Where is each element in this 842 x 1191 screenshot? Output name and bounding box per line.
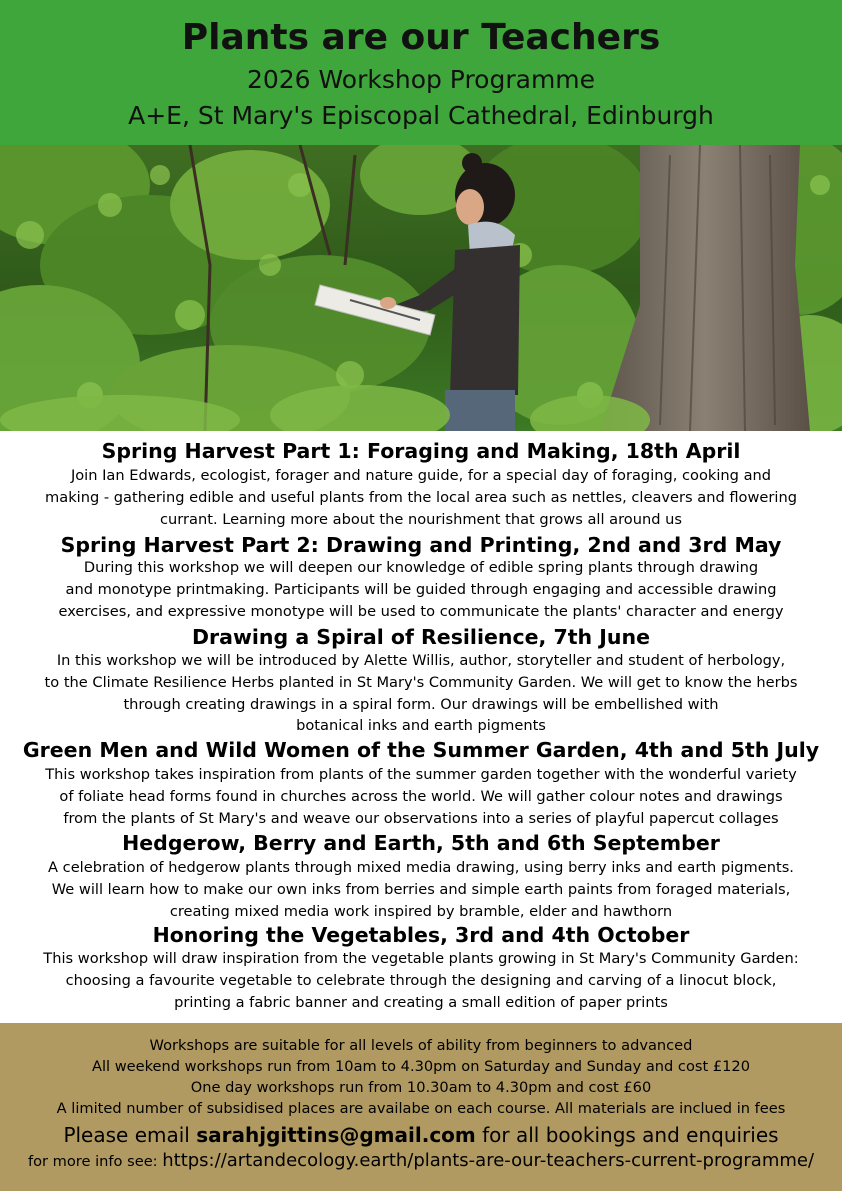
workshop-4-line: This workshop takes inspiration from plants of the summer garden together with the wonderful variety: [45, 766, 797, 783]
venue-line: A+E, St Mary's Episcopal Cathedral, Edinburgh: [128, 101, 714, 130]
workshop-6-line: choosing a favourite vegetable to celebrate through the designing and carving of a linocut block,: [65, 972, 777, 989]
workshop-1-line: currant. Learning more about the nourishment that grows all around us: [160, 511, 682, 528]
workshop-2-line: exercises, and expressive monotype will be used to communicate the plants' character and energy: [58, 603, 784, 620]
footer-line: Workshops are suitable for all levels of ability from beginners to advanced: [149, 1037, 693, 1054]
workshop-5-title: Hedgerow, Berry and Earth, 5th and 6th September: [122, 831, 720, 855]
footer-line: One day workshops run from 10.30am to 4.30pm and cost £60: [190, 1079, 652, 1096]
workshop-1-title: Spring Harvest Part 1: Foraging and Making, 18th April: [101, 439, 741, 463]
footer-line: All weekend workshops run from 10am to 4.30pm on Saturday and Sunday and cost £120: [91, 1058, 750, 1075]
header-banner: [0, 0, 842, 145]
email-suffix: for all bookings and enquiries: [482, 1123, 779, 1147]
more-info-line: [0, 1148, 842, 1175]
workshop-1-line: making - gathering edible and useful plants from the local area such as nettles, cleavers and flowering: [45, 489, 797, 506]
workshop-1-line: Join Ian Edwards, ecologist, forager and nature guide, for a special day of foraging, cooking and: [70, 467, 772, 484]
workshop-6-title: Honoring the Vegetables, 3rd and 4th October: [152, 923, 690, 947]
photo-woman-drawing-in-woodland: [0, 145, 842, 431]
workshop-5-line: A celebration of hedgerow plants through mixed media drawing, using berry inks and earth pigments.: [48, 859, 794, 876]
workshop-3-line: botanical inks and earth pigments: [296, 717, 546, 734]
email-link[interactable]: sarahjgittins@gmail.com: [196, 1123, 476, 1147]
workshop-2-line: and monotype printmaking. Participants will be guided through engaging and accessible drawing: [65, 581, 777, 598]
workshop-6-line: printing a fabric banner and creating a small edition of paper prints: [174, 994, 668, 1011]
workshop-4-title: Green Men and Wild Women of the Summer Garden, 4th and 5th July: [22, 738, 820, 762]
email-line: [0, 1121, 842, 1149]
workshop-3-line: through creating drawings in a spiral form. Our drawings will be embellished with: [123, 696, 719, 713]
footer-info: [0, 1023, 842, 1191]
workshop-3-line: to the Climate Resilience Herbs planted in St Mary's Community Garden. We will get to know the herbs: [44, 674, 798, 691]
workshop-2-line: During this workshop we will deepen our knowledge of edible spring plants through drawing: [83, 559, 759, 576]
workshop-3-line: In this workshop we will be introduced by Alette Willis, author, storyteller and student of herbology,: [56, 652, 786, 669]
workshop-2-title: Spring Harvest Part 2: Drawing and Printing, 2nd and 3rd May: [60, 533, 782, 557]
more-info-prefix: for more info see:: [27, 1153, 158, 1170]
workshop-5-line: creating mixed media work inspired by bramble, elder and hawthorn: [169, 903, 673, 920]
programme-subtitle: 2026 Workshop Programme: [246, 65, 596, 94]
website-link[interactable]: https://artandecology.earth/plants-are-our-teachers-current-programme/: [162, 1150, 815, 1171]
page-title: Plants are our Teachers: [181, 17, 661, 58]
workshop-programme: [0, 431, 842, 1023]
workshop-5-line: We will learn how to make our own inks from berries and simple earth paints from foraged materials,: [51, 881, 791, 898]
email-prefix: Please email: [63, 1123, 190, 1147]
workshop-6-line: This workshop will draw inspiration from the vegetable plants growing in St Mary's Community Garden:: [43, 950, 799, 967]
workshop-4-line: of foliate head forms found in churches across the world. We will gather colour notes and drawings: [59, 788, 783, 805]
workshop-3-title: Drawing a Spiral of Resilience, 7th June: [192, 625, 650, 649]
workshop-4-line: from the plants of St Mary's and weave our observations into a series of playful papercut collages: [63, 810, 779, 827]
footer-line: A limited number of subsidised places are availabe on each course. All materials are inclued in fees: [56, 1100, 786, 1117]
